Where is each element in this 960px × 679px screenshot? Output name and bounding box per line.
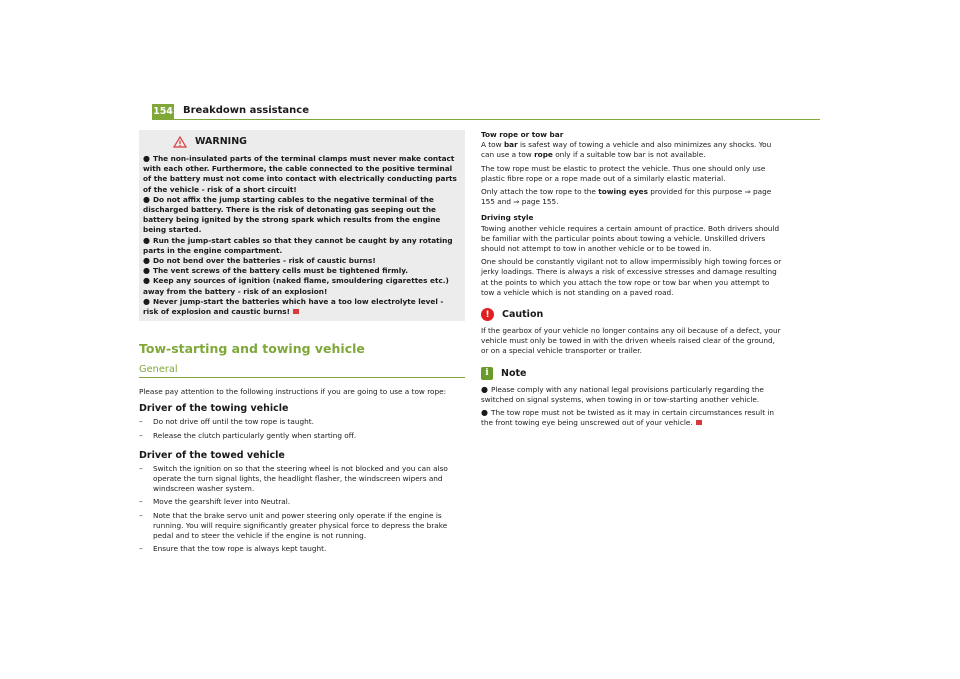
note-item-text: Please comply with any national legal provisions particularly regarding the switched on signal systems, when towing in or tow-starting another vehicle. xyxy=(481,384,764,404)
warning-item-text: Keep any sources of ignition (naked flame, smouldering cigarettes etc.) away from the battery - risk of an explosion! xyxy=(143,276,449,296)
header-title: Breakdown assistance xyxy=(183,105,309,116)
caution-text: If the gearbox of your vehicle no longer contains any oil because of a defect, your vehicle must only be towed in with the driven wheels raised clear of the ground, or on a special vehicle transporter or trailer. xyxy=(481,326,781,356)
list-item-text: Note that the brake servo unit and power steering only operate if the engine is running. You will require significantly greater physical force to depress the brake pedal and to steer the vehicle if the engine is not running. xyxy=(153,510,448,541)
warning-item-text: Do not bend over the batteries - risk of caustic burns! xyxy=(152,256,376,266)
caution-title: Caution xyxy=(502,309,544,321)
list-item: – Do not drive off until the tow rope is taught. xyxy=(139,417,314,427)
note-item xyxy=(481,408,783,428)
warning-item-text: Never jump-start the batteries which have a too low electrolyte level - risk of explosion and caustic burns! xyxy=(143,296,444,317)
driving-paragraph-2: One should be constantly vigilant not to allow impermissibly high towing forces or jerky loadings. There is always a risk of excessive stresses and damage resulting at the points to which you attach the tow rope or tow bar when you attempt to tow a vehicle which is not standing on a paved road. xyxy=(481,257,782,297)
list-item: – Switch the ignition on so that the steering wheel is not blocked and you can also operate the turn signal lights, the headlight flasher, the windscreen wipers and windscreen washer system. xyxy=(139,463,448,494)
note-title: Note xyxy=(501,367,527,379)
tow-paragraph-2: The tow rope must be elastic to protect the vehicle. Thus one should only use plastic fibre rope or a rope made out of a similarly elastic material. xyxy=(481,163,766,183)
bullet-icon: ● xyxy=(143,296,150,306)
warning-item xyxy=(143,256,461,266)
subsection-title: General xyxy=(139,364,465,378)
warning-item xyxy=(143,266,461,276)
list-item-text: Do not drive off until the tow rope is taught. xyxy=(153,417,314,427)
warning-item xyxy=(143,195,461,236)
warning-triangle-icon xyxy=(173,136,187,148)
left-column xyxy=(139,130,465,554)
header-rule xyxy=(152,119,820,120)
warning-item-text: The non-insulated parts of the terminal clamps must never make contact with each other. Furthermore, the cable connected to the positive terminal of the battery must not come into contact with electrically conducting parts of the vehicle - risk of a short circuit! xyxy=(143,154,457,194)
warning-box xyxy=(139,130,465,321)
list-item: – Move the gearshift lever into Neutral. xyxy=(139,497,291,507)
list-item-text: Ensure that the tow rope is always kept taught. xyxy=(153,544,327,554)
warning-title: WARNING xyxy=(195,135,247,147)
tow-paragraph-3: Only attach the tow rope to the towing eyes provided for this purpose ⇒ page 155 and ⇒ page 155. xyxy=(481,187,772,207)
page-number: 154 xyxy=(153,106,173,117)
towed-vehicle-heading: Driver of the towed vehicle xyxy=(139,449,285,461)
bullet-icon: ● xyxy=(143,194,150,204)
warning-item xyxy=(143,297,461,317)
note-header xyxy=(481,367,783,380)
towing-vehicle-heading: Driver of the towing vehicle xyxy=(139,403,289,415)
warning-item-text: Do not affix the jump starting cables to the negative terminal of the discharged battery. There is the risk of detonating gas seeping out the battery being ignited by the strong spark which results from the engine being started. xyxy=(143,194,441,235)
driving-style-heading: Driving style xyxy=(481,213,534,223)
warning-item xyxy=(143,236,461,256)
tow-paragraph-1: A tow bar is safest way of towing a vehicle and also minimizes any shocks. You can use a tow rope only if a suitable tow bar is not available. xyxy=(481,140,772,160)
intro-paragraph: Please pay attention to the following instructions if you are going to use a tow rope: xyxy=(139,387,447,397)
bullet-icon: ● xyxy=(481,384,488,394)
caution-header xyxy=(481,308,783,321)
warning-header xyxy=(173,136,461,148)
section-end-icon xyxy=(696,420,702,425)
note-item-text: The tow rope must not be twisted as it may in certain circumstances result in the front towing eye being unscrewed out of your vehicle. xyxy=(481,408,775,428)
warning-item-text: The vent screws of the battery cells must be tightened firmly. xyxy=(152,266,409,276)
list-item-text: Switch the ignition on so that the steering wheel is not blocked and you can also operate the turn signal lights, the headlight flasher, the windscreen wipers and windscreen washer system. xyxy=(153,463,448,494)
warning-item-text: Run the jump-start cables so that they cannot be caught by any rotating parts in the engine compartment. xyxy=(143,235,453,255)
bullet-icon: ● xyxy=(143,266,150,276)
bullet-icon: ● xyxy=(143,276,150,286)
note-icon: i xyxy=(481,367,493,380)
list-item-text: Release the clutch particularly gently when starting off. xyxy=(153,430,357,440)
list-item-text: Move the gearshift lever into Neutral. xyxy=(153,497,291,507)
section-end-icon xyxy=(293,309,299,314)
warning-item xyxy=(143,276,461,296)
section-title: Tow-starting and towing vehicle xyxy=(139,341,365,357)
bullet-icon: ● xyxy=(143,235,150,245)
list-item: – Note that the brake servo unit and power steering only operate if the engine is running. You will require significantly greater physical force to depress the brake pedal and to steer the vehicle if the engine is not running. xyxy=(139,510,448,541)
right-column xyxy=(481,130,783,431)
warning-item xyxy=(143,154,461,195)
bullet-icon: ● xyxy=(143,154,150,163)
note-item xyxy=(481,385,783,405)
list-item: – Release the clutch particularly gently when starting off. xyxy=(139,430,357,440)
bullet-icon: ● xyxy=(143,256,150,266)
tow-rope-heading: Tow rope or tow bar xyxy=(481,130,564,139)
driving-paragraph-1: Towing another vehicle requires a certain amount of practice. Both drivers should be familiar with the particular points about towing a vehicle. Unskilled drivers should not attempt to tow in another vehicle or to be towed in. xyxy=(481,223,780,254)
list-item: – Ensure that the tow rope is always kept taught. xyxy=(139,544,327,554)
caution-icon: ! xyxy=(481,308,494,321)
bullet-icon: ● xyxy=(481,408,488,418)
